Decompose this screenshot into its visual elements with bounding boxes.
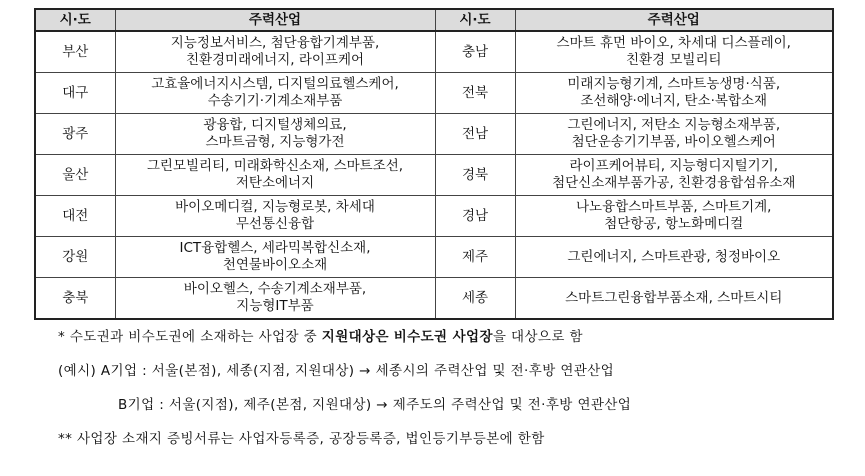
region-cell: 충남 xyxy=(435,31,515,73)
note-eligibility-bold-2: 비수도권 사업장 xyxy=(393,329,493,345)
table-row xyxy=(35,278,833,320)
header-region-left: 시·도 xyxy=(35,9,115,31)
note-example-a: (예시) A기업 : 서울(본점), 세종(지점, 지원대상) → 세종시의 주력산업 및 전·후방 연관산업 xyxy=(58,363,615,379)
industry-line: 스마트 휴먼 바이오, 차세대 디스플레이, xyxy=(556,35,791,51)
industry-line: 무선통신융합 xyxy=(235,216,315,232)
note-documents: ** 사업장 소재지 증빙서류는 사업자등록증, 공장등록증, 법인등기부등본에 한함 xyxy=(58,431,545,447)
industry-line: 첨단항공, 항노화메디컬 xyxy=(604,216,744,232)
industry-line: 그린모빌리티, 미래화학신소재, 스마트조선, xyxy=(146,158,404,174)
industry-cell xyxy=(515,31,833,73)
industry-cell xyxy=(515,114,833,155)
industry-line: 광융합, 디지털생체의료, xyxy=(203,117,347,133)
industry-cell xyxy=(515,237,833,278)
table-row xyxy=(35,237,833,278)
region-cell: 경남 xyxy=(435,196,515,237)
industry-line: 미래지능형기계, 스마트농생명·식품, xyxy=(567,76,781,92)
industry-line: 지능정보서비스, 첨단융합기계부품, xyxy=(170,35,380,51)
industry-cell xyxy=(115,278,435,320)
industry-line: 첨단신소재부품가공, 친환경융합섬유소재 xyxy=(552,175,796,191)
industry-line: 저탄소에너지 xyxy=(235,175,315,191)
industry-line: 라이프케어뷰티, 지능형디지털기기, xyxy=(569,158,778,174)
region-cell: 부산 xyxy=(35,31,115,73)
industry-cell xyxy=(115,31,435,73)
region-cell: 울산 xyxy=(35,155,115,196)
industry-cell xyxy=(515,73,833,114)
industry-line: ICT융합헬스, 세라믹복합신소재, xyxy=(179,240,371,256)
table-body xyxy=(35,31,833,319)
table-row xyxy=(35,196,833,237)
industry-line: 친환경 모빌리티 xyxy=(625,52,722,68)
industry-line: 나노융합스마트부품, 스마트기계, xyxy=(576,199,772,215)
industry-cell xyxy=(515,196,833,237)
region-cell: 제주 xyxy=(435,237,515,278)
region-cell: 광주 xyxy=(35,114,115,155)
region-cell: 전남 xyxy=(435,114,515,155)
industry-line: 조선해양·에너지, 탄소·복합소재 xyxy=(580,93,768,109)
industry-table-wrapper xyxy=(34,8,832,320)
region-cell: 대구 xyxy=(35,73,115,114)
industry-line: 수송기기·기계소재부품 xyxy=(207,93,343,109)
industry-line: 지능형IT부품 xyxy=(236,298,314,314)
notes-section xyxy=(58,328,848,464)
note-eligibility xyxy=(58,328,848,362)
industry-cell xyxy=(515,278,833,320)
industry-cell xyxy=(115,196,435,237)
industry-line: 스마트금형, 지능형가전 xyxy=(205,134,345,150)
industry-line: 고효율에너지시스템, 디지털의료헬스케어, xyxy=(151,76,399,92)
industry-line: 첨단운송기기부품, 바이오헬스케어 xyxy=(571,134,776,150)
regional-industry-table xyxy=(34,8,834,320)
region-cell: 충북 xyxy=(35,278,115,320)
industry-cell xyxy=(115,237,435,278)
region-cell: 강원 xyxy=(35,237,115,278)
note-example-b: B기업 : 서울(지점), 제주(본점, 지원대상) → 제주도의 주력산업 및 전·후방 연관산업 xyxy=(118,397,632,413)
industry-cell xyxy=(115,155,435,196)
note-eligibility-prefix: * 수도권과 비수도권에 소재하는 사업장 중 xyxy=(58,329,322,345)
table-row xyxy=(35,114,833,155)
industry-line: 그린에너지, 스마트관광, 청정바이오 xyxy=(567,248,781,265)
industry-line: 천연물바이오소재 xyxy=(222,257,328,273)
industry-cell xyxy=(515,155,833,196)
table-row xyxy=(35,31,833,73)
region-cell: 전북 xyxy=(435,73,515,114)
header-region-right: 시·도 xyxy=(435,9,515,31)
header-industry-left: 주력산업 xyxy=(115,9,435,31)
table-row xyxy=(35,155,833,196)
industry-cell xyxy=(115,73,435,114)
table-header-row xyxy=(35,9,833,31)
region-cell: 세종 xyxy=(435,278,515,320)
industry-line: 그린에너지, 저탄소 지능형소재부품, xyxy=(567,117,781,133)
region-cell: 경북 xyxy=(435,155,515,196)
industry-line: 친환경미래에너지, 라이프케어 xyxy=(185,52,365,68)
header-industry-right: 주력산업 xyxy=(515,9,833,31)
industry-cell xyxy=(115,114,435,155)
note-eligibility-suffix: 을 대상으로 함 xyxy=(492,329,583,345)
region-cell: 대전 xyxy=(35,196,115,237)
note-eligibility-bold-1: 지원대상은 xyxy=(321,329,390,345)
industry-line: 바이오헬스, 수송기계소재부품, xyxy=(183,281,367,297)
industry-line: 스마트그린융합부품소재, 스마트시티 xyxy=(565,289,783,306)
industry-line: 바이오메디컬, 지능형로봇, 차세대 xyxy=(175,199,375,215)
table-row xyxy=(35,73,833,114)
